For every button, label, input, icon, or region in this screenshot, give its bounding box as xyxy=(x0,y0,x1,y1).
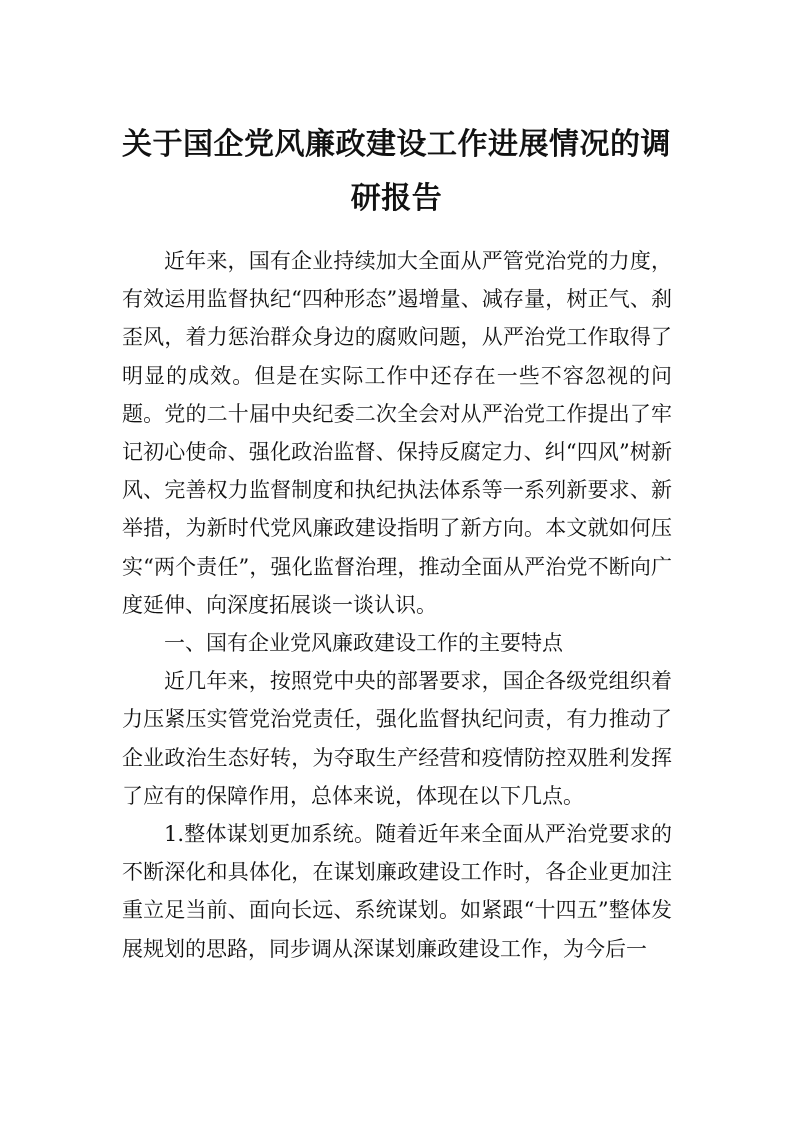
document-body xyxy=(122,242,672,968)
document-title: 关于国企党风廉政建设工作进展情况的调研报告 xyxy=(122,127,671,216)
paragraph-intro: 近年来，国有企业持续加大全面从严管党治党的力度，有效运用监督执纪“四种形态”遏增量、减存量，树正气、刹歪风，着力惩治群众身边的腐败问题，从严治党工作取得了明显的成效。但是在实际工作中还存在一些不容忽视的问题。党的二十届中央纪委二次全会对从严治党工作提出了牢记初心使命、强化政治监督、保持反腐定力、纠“四风”树新风、完善权力监督制度和执纪执法体系等一系列新要求、新举措，为新时代党风廉政建设指明了新方向。本文就如何压实“两个责任”，强化监督治理，推动全面从严治党不断向广度延伸、向深度拓展谈一谈认识。 xyxy=(122,249,672,617)
paragraph-section-intro: 近几年来，按照党中央的部署要求，国企各级党组织着力压紧压实管党治党责任，强化监督执纪问责，有力推动了企业政治生态好转，为夺取生产经营和疫情防控双胜利发挥了应有的保障作用，总体来说，体现在以下几点。 xyxy=(122,669,672,808)
section-heading: 一、国有企业党风廉政建设工作的主要特点 xyxy=(164,631,563,656)
paragraph-point-1: 1.整体谋划更加系统。随着近年来全面从严治党要求的不断深化和具体化，在谋划廉政建设工作时，各企业更加注重立足当前、面向长远、系统谋划。如紧跟“十四五”整体发展规划的思路，同步调从深谋划廉政建设工作，为今后一 xyxy=(122,822,672,961)
